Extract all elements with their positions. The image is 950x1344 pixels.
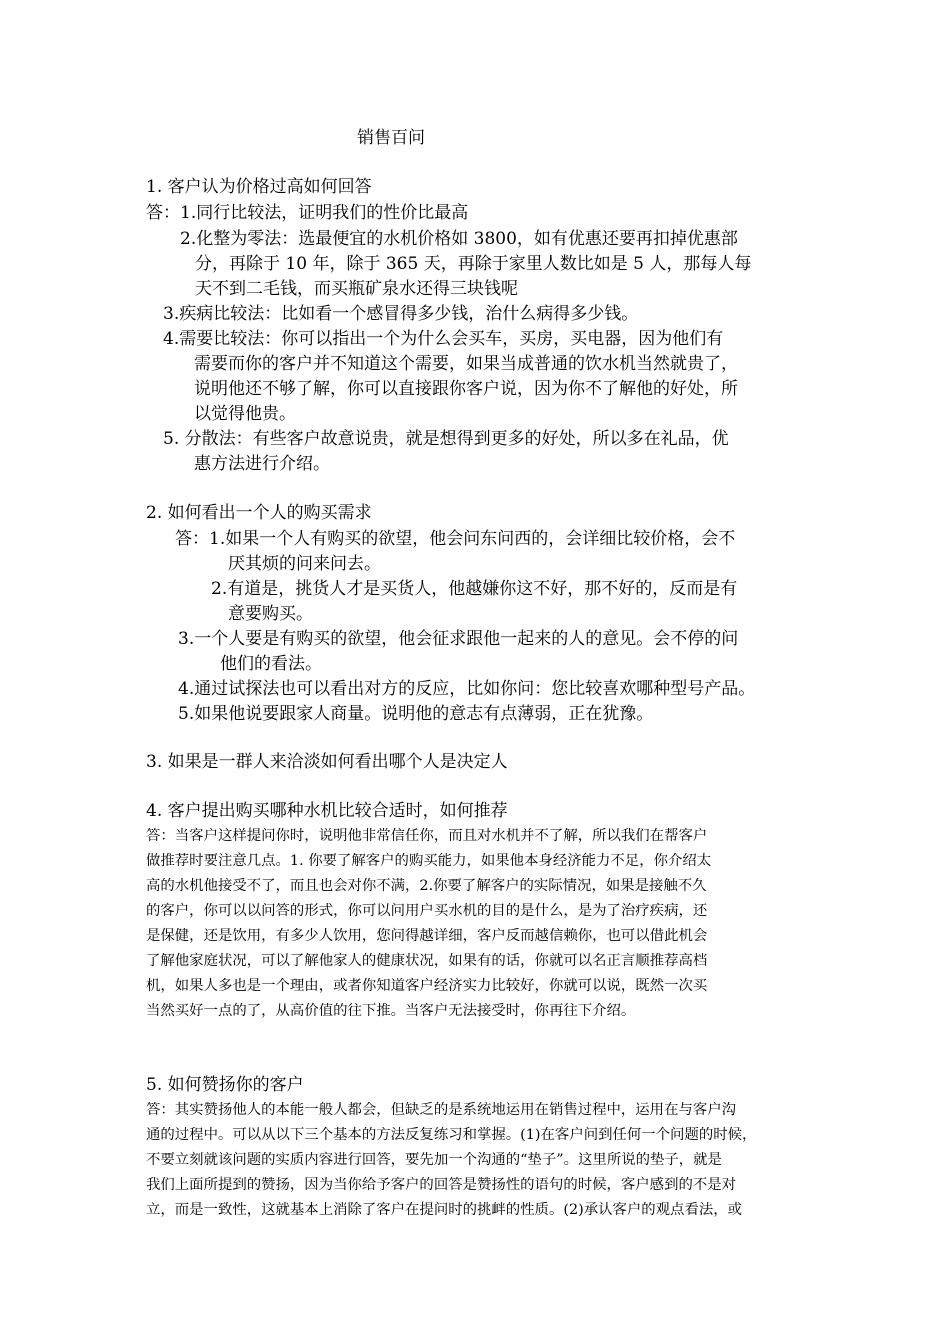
question-1-answer-line: 5. 分散法：有些客户故意说贵，就是想得到更多的好处，所以多在礼品，优 <box>163 429 729 449</box>
question-2-answer-line: 5.如果他说要跟家人商量。说明他的意志有点薄弱，正在犹豫。 <box>178 704 654 724</box>
question-4-answer-line: 机，如果人多也是一个理由，或者你知道客户经济实力比较好，你就可以说，既然一次买 <box>146 978 708 994</box>
question-3-heading: 3. 如果是一群人来洽淡如何看出哪个人是决定人 <box>146 752 508 772</box>
question-5-answer-line: 我们上面所提到的赞扬，因为当你给予客户的回答是赞扬性的语句的时候，客户感到的不是对 <box>146 1177 737 1193</box>
question-4-answer-line: 做推荐时要注意几点。1. 你要了解客户的购买能力，如果他本身经济能力不足，你介绍太 <box>146 853 712 869</box>
question-4-answer-line: 是保健，还是饮用，有多少人饮用，您问得越详细，客户反而越信赖你，也可以借此机会 <box>146 928 708 944</box>
question-1-answer-line: 需要而你的客户并不知道这个需要，如果当成普通的饮水机当然就贵了， <box>194 354 738 374</box>
question-1-answer-line: 以觉得他贵。 <box>194 404 296 424</box>
question-5-answer-line: 通的过程中。可以从以下三个基本的方法反复练习和掌握。(1)在客户问到任何一个问题的时候， <box>146 1127 757 1143</box>
question-4-answer-line: 的客户，你可以以问答的形式，你可以问用户买水机的目的是什么，是为了治疗疾病，还 <box>146 903 708 919</box>
question-2-answer-line: 意要购买。 <box>228 604 313 624</box>
question-1-heading: 1. 客户认为价格过高如何回答 <box>146 177 372 197</box>
question-4-answer-line: 答：当客户这样提问你时，说明他非常信任你，而且对水机并不了解，所以我们在帮客户 <box>146 828 708 844</box>
question-5-answer-line: 立，而是一致性，这就基本上消除了客户在提问时的挑衅的性质。(2)承认客户的观点看法，或 <box>146 1202 743 1218</box>
question-1-answer-line: 惠方法进行介绍。 <box>194 454 330 474</box>
question-2-answer-line: 他们的看法。 <box>220 654 322 674</box>
question-2-answer-line: 厌其烦的问来问去。 <box>228 554 381 574</box>
question-2-answer-line: 3.一个人要是有购买的欲望，他会征求跟他一起来的人的意见。会不停的问 <box>178 629 739 649</box>
question-4-answer-line: 当然买好一点的了，从高价值的往下推。当客户无法接受时，你再往下介绍。 <box>146 1003 636 1019</box>
question-2-answer-line: 答：1.如果一个人有购买的欲望，他会问东问西的，会详细比较价格，会不 <box>175 529 736 549</box>
question-1-answer-line: 答：1.同行比较法，证明我们的性价比最高 <box>146 203 469 223</box>
question-4-answer-line: 了解他家庭状况，可以了解他家人的健康状况，如果有的话，你就可以名正言顺推荐高档 <box>146 953 708 969</box>
question-2-answer-line: 2.有道是，挑货人才是买货人，他越嫌你这不好，那不好的，反而是有 <box>211 579 738 599</box>
question-4-answer-line: 高的水机他接受不了，而且也会对你不满，2.你要了解客户的实际情况，如果是接触不久 <box>146 878 707 894</box>
question-2-heading: 2. 如何看出一个人的购买需求 <box>146 503 372 523</box>
question-1-answer-line: 天不到二毛钱，而买瓶矿泉水还得三块钱呢 <box>195 279 518 299</box>
question-1-answer-line: 4.需要比较法：你可以指出一个为什么会买车，买房，买电器，因为他们有 <box>163 329 724 349</box>
question-5-answer-line: 答：其实赞扬他人的本能一般人都会，但缺乏的是系统地运用在销售过程中，运用在与客户沟 <box>146 1102 737 1118</box>
question-5-heading: 5. 如何赞扬你的客户 <box>146 1075 304 1095</box>
question-4-heading: 4. 客户提出购买哪种水机比较合适时，如何推荐 <box>146 801 508 821</box>
question-5-answer-line: 不要立刻就该问题的实质内容进行回答，要先加一个沟通的“垫子”。这里所说的垫子，就是 <box>146 1152 722 1168</box>
question-1-answer-line: 3.疾病比较法：比如看一个感冒得多少钱，治什么病得多少钱。 <box>163 304 639 324</box>
question-2-answer-line: 4.通过试探法也可以看出对方的反应，比如你问：您比较喜欢哪种型号产品。 <box>178 679 756 699</box>
question-1-answer-line: 说明他还不够了解，你可以直接跟你客户说，因为你不了解他的好处，所 <box>194 379 738 399</box>
question-1-answer-line: 2.化整为零法：选最便宜的水机价格如 3800，如有优惠还要再扣掉优惠部 <box>180 229 738 249</box>
question-1-answer-line: 分，再除于 10 年，除于 365 天，再除于家里人数比如是 5 人，那每人每 <box>195 254 752 274</box>
page-title: 销售百问 <box>357 128 425 148</box>
